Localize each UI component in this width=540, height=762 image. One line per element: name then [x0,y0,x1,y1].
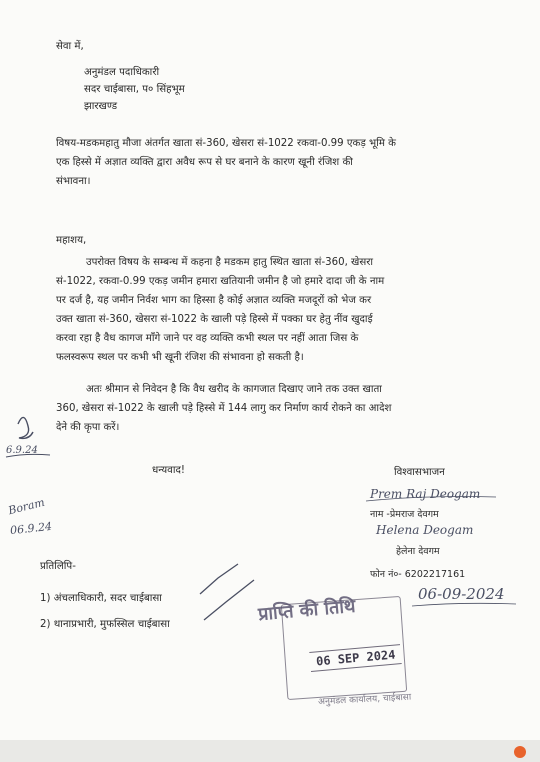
stamp-heading: प्राप्ति की तिथि [257,595,357,626]
copy-to-item: 1) अंचलाधिकारी, सदर चाईबासा [40,593,162,604]
handwritten-date: 06-09-2024 [418,585,505,603]
body-line: करवा रहा है वैध कागज माँगे जाने पर वह व्यक्ति कभी स्थल पर नहीं आता जिस के [56,333,359,344]
signature-prem-raj: Prem Raj Deogam [370,487,481,501]
signature-helena: Helena Deogam [376,523,474,537]
body-line: उपरोक्त विषय के सम्बन्ध में कहना है मडकम हातु स्थित खाता सं-360, खेसरा [86,257,374,268]
addressee-line: अनुमंडल पदाधिकारी [84,67,160,78]
subject-line: एक हिस्से में अज्ञात व्यक्ति द्वारा अवैध रूप से घर बनाने के कारण खूनी रंजिश की [56,157,353,168]
stamp-date: 06 SEP 2024 [309,644,402,672]
margin-signed-date: 06.9.24 [9,519,53,538]
body-line: 360, खेसरा सं-1022 के खाली पड़े हिस्से में 144 लागु कर निर्माण कार्य रोकने का आदेश [56,403,392,414]
greeting: महाशय, [56,235,87,246]
sender-name: नाम -प्रेमराज देवगम [370,509,439,520]
body-paragraph-2 [56,380,502,437]
salutation: सेवा में, [56,41,84,52]
sender-phone: फोन नं०- 6202217161 [370,569,466,580]
thanks-text: धन्यवाद! [152,465,185,476]
subject-line: विषय-मडकमहातु मौजा अंतर्गत खाता सं-360, खेसरा सं-1022 रकवा-0.99 एकड़ भूमि के [56,138,396,149]
body-line: सं-1022, रकवा-0.99 एकड़ जमीन हमारा खतियानी जमीन है जो हमारे दादा जी के नाम [56,276,385,287]
margin-signed-name: Boram [6,495,46,518]
addressee-line: झारखण्ड [84,101,118,112]
copy-to-heading: प्रतिलिपि- [40,561,76,572]
notification-dot-icon [514,746,526,758]
subject-line: संभावना। [56,176,91,187]
bottom-strip [0,740,540,762]
copy-to-item: 2) थानाप्रभारी, मुफस्सिल चाईबासा [40,619,170,630]
body-line: उक्त खाता सं-360, खेसरा सं-1022 के खाली पड़े हिस्से में पक्का घर हेतु नींव खुदाई [56,314,373,325]
body-line: अतः श्रीमान से निवेदन है कि वैध खरीद के कागजात दिखाए जाने तक उक्त खाता [86,384,382,395]
margin-initial-mark [18,417,33,438]
body-line: पर दर्ज है, यह जमीन निर्वश भाग का हिस्सा है कोई अज्ञात व्यक्ति मजदूरों को भेज कर [56,295,372,306]
body-paragraph-1 [56,253,502,367]
sender-heading: विश्वासभाजन [394,467,445,478]
stamp-footer: अनुमंडल कार्यालय, चाईबासा [317,692,412,708]
subject-block [56,134,502,191]
date-underline [412,603,516,606]
margin-initial-date: 6.9.24 [6,445,38,456]
addressee-line: सदर चाईबासा, प० सिंहभूम [84,84,185,95]
body-line: देने की कृपा करें। [56,422,120,433]
tick-mark-1 [200,564,238,594]
body-line: फलस्वरूप स्थल पर कभी भी खूनी रंजिश की संभावना हो सकती है। [56,352,304,363]
tick-mark-2 [204,580,254,620]
sender-name-2: हेलेना देवगम [396,546,440,557]
